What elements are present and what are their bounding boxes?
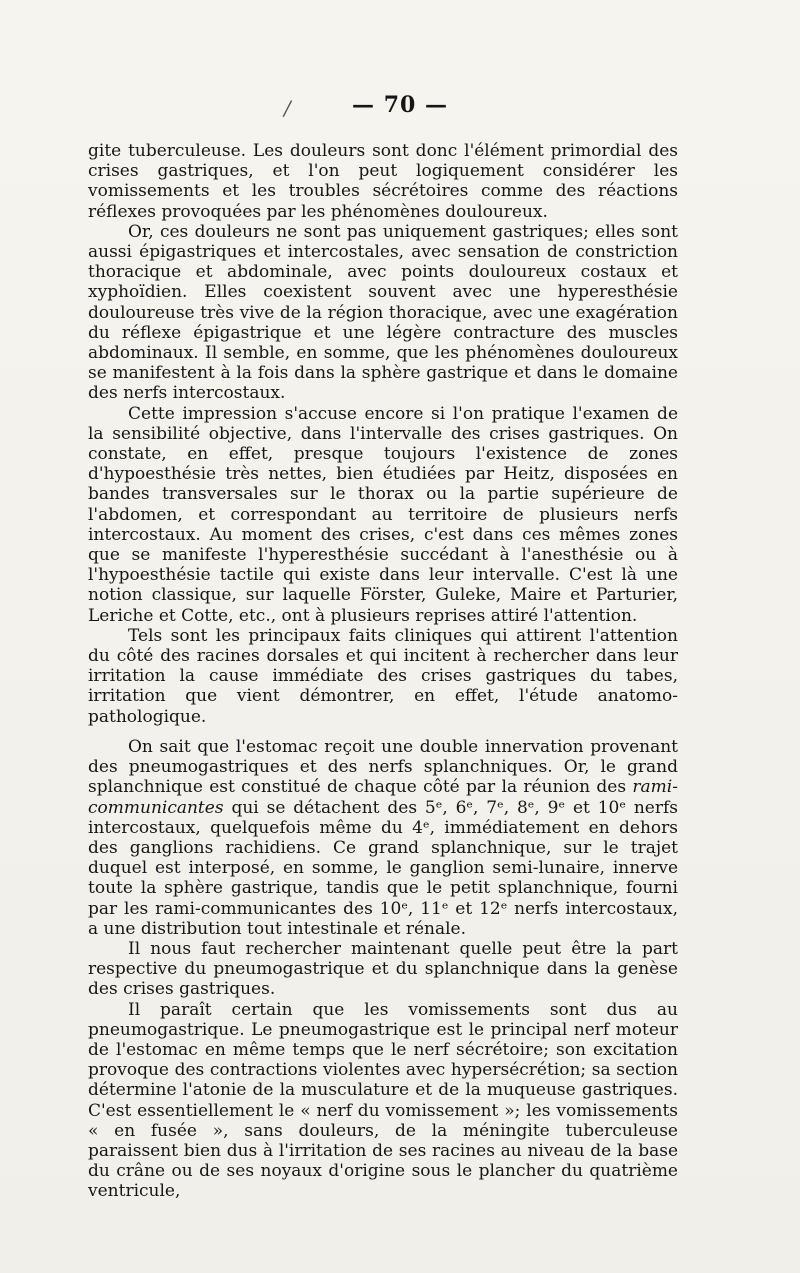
margin-pencil-mark: / [284, 96, 291, 120]
paragraph-4: Tels sont les principaux faits cliniques qui attirent l'attention du côté des racines dorsales et qui incitent à rechercher dans leur irritation la cause immédiate des crises gastriques du tabes, irritation que vient démontrer, en effet, l'étude anatomo-pathologique. [88, 625, 678, 727]
paragraph-6: Il nous faut rechercher maintenant quelle peut être la part respective du pneumogastrique et du splanchnique dans la genèse des crises gastriques. [88, 938, 678, 1000]
page-body [88, 141, 678, 1202]
paragraph-5-after: qui se détachent des 5ᵉ, 6ᵉ, 7ᵉ, 8ᵉ, 9ᵉ et 10ᵉ nerfs intercostaux, quelquefois même du 4ᵉ, immédiatement en dehors des ganglions rachidiens. Ce grand splanchnique, sur le trajet duquel est interposé, en somme, le ganglion semi-lunaire, innerve toute la sphère gastrique, tandis que le petit splanchnique, fourni par les rami-communicantes des 10ᵉ, 11ᵉ et 12ᵉ nerfs intercostaux, a une distribution tout intestinale et rénale. [88, 797, 678, 939]
paragraph-5-before: On sait que l'estomac reçoit une double innervation provenant des pneumogastriques et des nerfs splanchniques. Or, le grand splanchnique est constitué de chaque côté par la réunion des [88, 736, 678, 798]
paragraph-7: Il paraît certain que les vomissements sont dus au pneumogastrique. Le pneumogastrique est le principal nerf moteur de l'estomac en même temps que le nerf sécrétoire; son excitation provoque des contractions violentes avec hypersécrétion; sa section détermine l'atonie de la musculature et de la muqueuse gastriques. C'est essentiellement le « nerf du vomissement »; les vomissements « en fusée », sans douleurs, de la méningite tuberculeuse paraissent bien dus à l'irritation de ses racines au niveau de la base du crâne ou de ses noyaux d'origine sous le plancher du quatrième ventricule, [88, 999, 678, 1202]
paragraph-5-italic: rami-communicantes [88, 777, 678, 818]
paragraph-3: Cette impression s'accuse encore si l'on pratique l'examen de la sensibilité objective, dans l'intervalle des crises gastriques. On constate, en effet, presque toujours l'existence de zones d'hypoesthésie très nettes, bien étudiées par Heitz, disposées en bandes transversales sur le thorax ou la partie supérieure de l'abdomen, et correspondant au territoire de plusieurs nerfs intercostaux. Au moment des crises, c'est dans ces mêmes zones que se manifeste l'hyperesthésie succédant à l'anesthésie ou à l'hypoesthésie tactile qui existe dans leur intervalle. C'est là une notion classique, sur laquelle Förster, Guleke, Maire et Parturier, Leriche et Cotte, etc., ont à plusieurs reprises attiré l'attention. [88, 403, 678, 626]
paragraph-2: Or, ces douleurs ne sont pas uniquement gastriques; elles sont aussi épigastriques et intercostales, avec sensation de constriction thoracique et abdominale, avec points douloureux costaux et xyphoïdien. Elles coexistent souvent avec une hyperesthésie douloureuse très vive de la région thoracique, avec une exagération du réflexe épigastrique et une légère contracture des muscles abdominaux. Il semble, en somme, que les phénomènes douloureux se manifestent à la fois dans la sphère gastrique et dans le domaine des nerfs intercostaux. [88, 221, 678, 404]
paragraph-1: gite tuberculeuse. Les douleurs sont donc l'élément primordial des crises gastriques, et l'on peut logiquement considérer les vomissements et les troubles sécrétoires comme des réactions réflexes provoquées par les phénomènes douloureux. [88, 141, 678, 222]
paragraph-5 [88, 737, 678, 939]
page-number: — 70 — [352, 92, 448, 118]
